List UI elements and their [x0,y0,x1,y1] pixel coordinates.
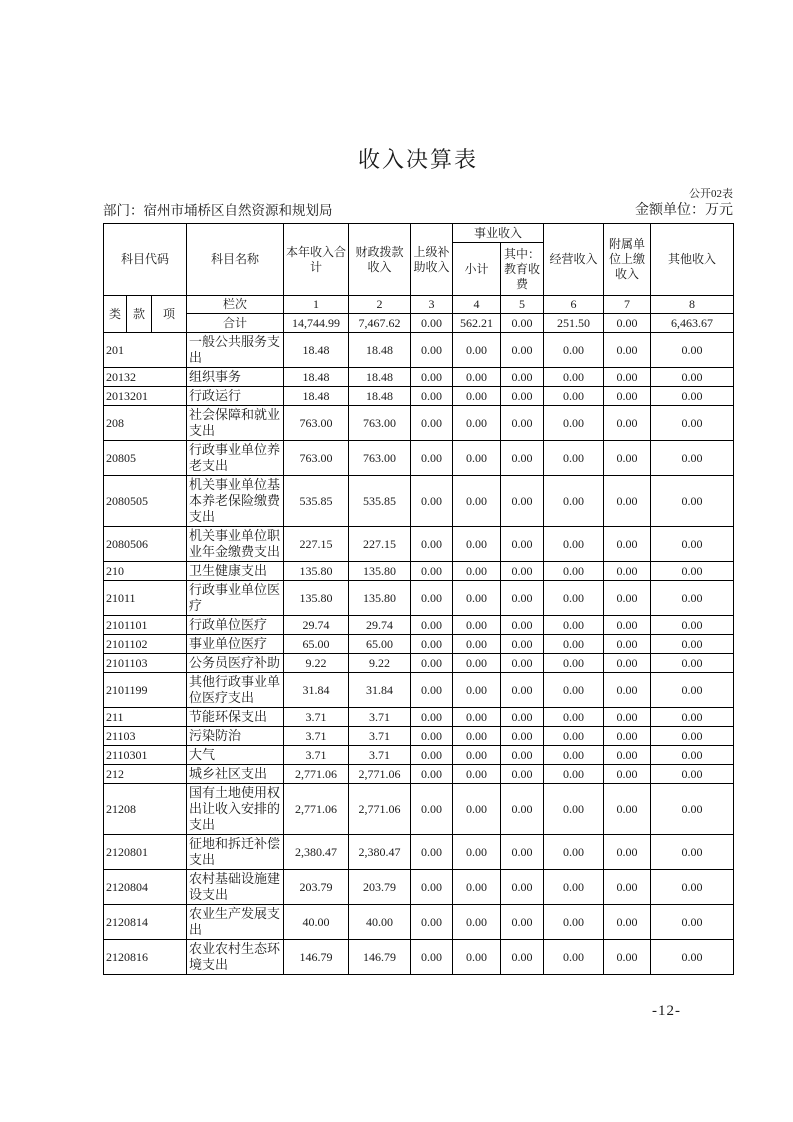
value-cell: 0.00 [453,727,501,746]
subject-name-cell: 其他行政事业单位医疗支出 [187,673,284,708]
value-cell: 18.48 [349,333,411,368]
value-cell: 0.00 [411,441,453,476]
value-cell: 135.80 [349,562,411,581]
value-cell: 3.71 [284,727,349,746]
value-cell: 18.48 [349,387,411,406]
table-row [104,765,734,784]
table-row [104,527,734,562]
value-cell: 203.79 [284,870,349,905]
value-cell: 0.00 [501,387,544,406]
value-cell: 0.00 [501,870,544,905]
total-value: 562.21 [453,314,501,333]
table-row [104,654,734,673]
column-number: 4 [453,296,501,314]
subject-code-cell: 2120816 [104,940,187,975]
value-cell: 0.00 [453,368,501,387]
value-cell: 9.22 [349,654,411,673]
subject-name-cell: 农业农村生态环境支出 [187,940,284,975]
value-cell: 763.00 [284,406,349,441]
subject-name-cell: 事业单位医疗 [187,635,284,654]
header-kuan: 款 [127,296,152,333]
value-cell: 0.00 [501,476,544,527]
value-cell: 0.00 [501,527,544,562]
value-cell: 0.00 [411,476,453,527]
subject-name-cell: 城乡社区支出 [187,765,284,784]
value-cell: 9.22 [284,654,349,673]
value-cell: 0.00 [544,333,604,368]
value-cell: 0.00 [651,616,734,635]
value-cell: 0.00 [544,708,604,727]
subject-name-cell: 一般公共服务支出 [187,333,284,368]
value-cell: 0.00 [501,616,544,635]
table-row [104,784,734,835]
subject-name-cell: 大气 [187,746,284,765]
table-body [104,333,734,975]
subject-code-cell: 2080506 [104,527,187,562]
value-cell: 0.00 [604,835,651,870]
subject-code-cell: 21103 [104,727,187,746]
value-cell: 0.00 [411,654,453,673]
value-cell: 0.00 [411,708,453,727]
value-cell: 0.00 [501,635,544,654]
header-col-other: 其他收入 [651,224,734,296]
value-cell: 203.79 [349,870,411,905]
subject-code-cell: 2120801 [104,835,187,870]
subject-code-cell: 2101103 [104,654,187,673]
value-cell: 0.00 [604,562,651,581]
value-cell: 0.00 [453,387,501,406]
subject-code-cell: 201 [104,333,187,368]
unit-line [635,202,733,219]
value-cell: 40.00 [349,905,411,940]
value-cell: 0.00 [651,333,734,368]
value-cell: 0.00 [453,940,501,975]
value-cell: 0.00 [544,784,604,835]
subject-code-cell: 2110301 [104,746,187,765]
subject-name-cell: 卫生健康支出 [187,562,284,581]
value-cell: 0.00 [651,727,734,746]
value-cell: 0.00 [544,835,604,870]
subject-code-cell: 210 [104,562,187,581]
value-cell: 0.00 [501,727,544,746]
subject-code-cell: 2101199 [104,673,187,708]
table-row [104,562,734,581]
value-cell: 0.00 [501,581,544,616]
value-cell: 40.00 [284,905,349,940]
value-cell: 0.00 [604,765,651,784]
subject-name-cell: 组织事务 [187,368,284,387]
subject-name-cell: 节能环保支出 [187,708,284,727]
value-cell: 0.00 [501,708,544,727]
value-cell: 0.00 [651,673,734,708]
table-row [104,727,734,746]
value-cell: 0.00 [501,368,544,387]
value-cell: 0.00 [453,441,501,476]
value-cell: 0.00 [604,581,651,616]
value-cell: 0.00 [604,368,651,387]
value-cell: 0.00 [604,727,651,746]
subject-code-cell: 2013201 [104,387,187,406]
table-row [104,673,734,708]
header-subject-name: 科目名称 [187,224,284,296]
value-cell: 0.00 [411,940,453,975]
value-cell: 0.00 [411,746,453,765]
table-row [104,333,734,368]
value-cell: 0.00 [604,476,651,527]
value-cell: 227.15 [284,527,349,562]
value-cell: 0.00 [411,562,453,581]
table-row [104,368,734,387]
value-cell: 0.00 [651,368,734,387]
value-cell: 0.00 [453,654,501,673]
value-cell: 0.00 [453,581,501,616]
value-cell: 0.00 [604,940,651,975]
value-cell: 0.00 [453,673,501,708]
value-cell: 535.85 [284,476,349,527]
header-group-business-income: 事业收入 [453,224,544,243]
subject-name-cell: 征地和拆迁补偿支出 [187,835,284,870]
value-cell: 0.00 [411,387,453,406]
value-cell: 0.00 [501,746,544,765]
value-cell: 0.00 [411,333,453,368]
value-cell: 0.00 [453,476,501,527]
value-cell: 0.00 [604,333,651,368]
value-cell: 0.00 [501,654,544,673]
value-cell: 0.00 [411,527,453,562]
header-subject-code: 科目代码 [104,224,187,296]
value-cell: 2,771.06 [349,784,411,835]
value-cell: 0.00 [604,654,651,673]
subject-code-cell: 212 [104,765,187,784]
document-page [103,0,733,1020]
value-cell: 0.00 [453,746,501,765]
header-col-affiliated: 附属单位上缴收入 [604,224,651,296]
value-cell: 0.00 [651,562,734,581]
value-cell: 31.84 [284,673,349,708]
value-cell: 0.00 [453,333,501,368]
value-cell: 227.15 [349,527,411,562]
table-row [104,870,734,905]
value-cell: 0.00 [604,441,651,476]
subject-name-cell: 机关事业单位职业年金缴费支出 [187,527,284,562]
value-cell: 0.00 [651,527,734,562]
value-cell: 146.79 [284,940,349,975]
value-cell: 135.80 [349,581,411,616]
value-cell: 0.00 [501,673,544,708]
page-title: 收入决算表 [357,147,478,172]
table-row [104,940,734,975]
subject-code-cell: 211 [104,708,187,727]
header-col-operating: 经营收入 [544,224,604,296]
subject-name-cell: 行政运行 [187,387,284,406]
subject-name-cell: 国有土地使用权出让收入安排的支出 [187,784,284,835]
value-cell: 0.00 [411,765,453,784]
value-cell: 65.00 [349,635,411,654]
value-cell: 18.48 [284,387,349,406]
value-cell: 0.00 [453,562,501,581]
value-cell: 0.00 [651,835,734,870]
subject-name-cell: 行政事业单位养老支出 [187,441,284,476]
value-cell: 0.00 [453,708,501,727]
header-lanci: 栏次 [187,296,284,314]
value-cell: 0.00 [544,616,604,635]
value-cell: 2,771.06 [284,765,349,784]
value-cell: 0.00 [453,406,501,441]
total-value: 6,463.67 [651,314,734,333]
table-row [104,406,734,441]
value-cell: 0.00 [604,905,651,940]
value-cell: 18.48 [284,333,349,368]
value-cell: 29.74 [284,616,349,635]
value-cell: 3.71 [349,727,411,746]
value-cell: 0.00 [501,765,544,784]
value-cell: 0.00 [651,441,734,476]
column-number: 1 [284,296,349,314]
column-number: 3 [411,296,453,314]
value-cell: 0.00 [453,616,501,635]
value-cell: 0.00 [411,406,453,441]
value-cell: 0.00 [411,905,453,940]
value-cell: 0.00 [544,368,604,387]
value-cell: 0.00 [544,654,604,673]
value-cell: 0.00 [651,784,734,835]
value-cell: 0.00 [501,562,544,581]
value-cell: 0.00 [501,835,544,870]
value-cell: 0.00 [453,527,501,562]
value-cell: 0.00 [651,581,734,616]
value-cell: 0.00 [411,784,453,835]
value-cell: 0.00 [544,527,604,562]
value-cell: 3.71 [349,746,411,765]
total-value: 14,744.99 [284,314,349,333]
value-cell: 0.00 [453,784,501,835]
value-cell: 2,771.06 [349,765,411,784]
value-cell: 763.00 [349,441,411,476]
table-row [104,476,734,527]
header-col-subtotal: 小计 [453,243,501,296]
total-value: 7,467.62 [349,314,411,333]
value-cell: 0.00 [604,708,651,727]
subject-code-cell: 2101102 [104,635,187,654]
subject-name-cell: 社会保障和就业支出 [187,406,284,441]
value-cell: 3.71 [349,708,411,727]
department-name: 宿州市埇桥区自然资源和规划局 [143,203,333,218]
subject-name-cell: 污染防治 [187,727,284,746]
subject-code-cell: 2101101 [104,616,187,635]
value-cell: 0.00 [604,784,651,835]
value-cell: 0.00 [651,746,734,765]
unit-label: 金额单位： [635,203,705,218]
table-row [104,387,734,406]
subject-name-cell: 农村基础设施建设支出 [187,870,284,905]
value-cell: 0.00 [501,441,544,476]
subject-name-cell: 机关事业单位基本养老保险缴费支出 [187,476,284,527]
header-xiang: 项 [152,296,187,333]
subject-code-cell: 2120814 [104,905,187,940]
table-row [104,635,734,654]
value-cell: 0.00 [544,765,604,784]
department-line [103,202,333,219]
table-row [104,616,734,635]
value-cell: 18.48 [284,368,349,387]
value-cell: 2,380.47 [284,835,349,870]
value-cell: 0.00 [411,368,453,387]
value-cell: 0.00 [411,835,453,870]
value-cell: 0.00 [651,940,734,975]
value-cell: 0.00 [604,746,651,765]
value-cell: 0.00 [501,784,544,835]
value-cell: 0.00 [544,870,604,905]
header-col-superior: 上级补助收入 [411,224,453,296]
column-number: 6 [544,296,604,314]
table-row [104,746,734,765]
value-cell: 0.00 [651,765,734,784]
total-value: 251.50 [544,314,604,333]
column-index-row [104,296,734,314]
value-cell: 0.00 [544,746,604,765]
column-number: 5 [501,296,544,314]
value-cell: 0.00 [501,940,544,975]
value-cell: 763.00 [284,441,349,476]
value-cell: 0.00 [604,387,651,406]
value-cell: 0.00 [604,527,651,562]
value-cell: 29.74 [349,616,411,635]
value-cell: 0.00 [651,387,734,406]
value-cell: 0.00 [604,635,651,654]
value-cell: 0.00 [411,870,453,905]
value-cell: 0.00 [604,870,651,905]
value-cell: 763.00 [349,406,411,441]
value-cell: 0.00 [651,635,734,654]
value-cell: 0.00 [411,727,453,746]
subject-code-cell: 21208 [104,784,187,835]
value-cell: 0.00 [544,406,604,441]
table-row [104,835,734,870]
meta-row [103,202,733,219]
value-cell: 0.00 [544,635,604,654]
table-row [104,905,734,940]
value-cell: 135.80 [284,562,349,581]
value-cell: 0.00 [453,905,501,940]
value-cell: 0.00 [544,673,604,708]
value-cell: 0.00 [453,870,501,905]
value-cell: 0.00 [501,905,544,940]
column-number: 8 [651,296,734,314]
value-cell: 0.00 [604,673,651,708]
value-cell: 0.00 [501,406,544,441]
value-cell: 0.00 [453,765,501,784]
value-cell: 0.00 [651,870,734,905]
value-cell: 0.00 [651,406,734,441]
value-cell: 0.00 [501,333,544,368]
value-cell: 31.84 [349,673,411,708]
value-cell: 135.80 [284,581,349,616]
subject-name-cell: 农业生产发展支出 [187,905,284,940]
subject-code-cell: 2080505 [104,476,187,527]
header-col-total: 本年收入合计 [284,224,349,296]
value-cell: 18.48 [349,368,411,387]
value-cell: 0.00 [544,940,604,975]
value-cell: 0.00 [544,562,604,581]
value-cell: 0.00 [411,673,453,708]
header-col-education-fee: 其中：教育收费 [501,243,544,296]
total-value: 0.00 [501,314,544,333]
table-row [104,441,734,476]
value-cell: 0.00 [651,708,734,727]
value-cell: 3.71 [284,708,349,727]
value-cell: 0.00 [544,727,604,746]
subject-name-cell: 公务员医疗补助 [187,654,284,673]
value-cell: 0.00 [544,581,604,616]
revenue-table [103,223,734,975]
value-cell: 146.79 [349,940,411,975]
subject-code-cell: 208 [104,406,187,441]
value-cell: 0.00 [544,476,604,527]
value-cell: 0.00 [453,635,501,654]
value-cell: 0.00 [544,387,604,406]
value-cell: 0.00 [411,616,453,635]
value-cell: 0.00 [651,476,734,527]
total-label: 合计 [187,314,284,333]
page-number: -12- [652,1003,681,1019]
table-code-label: 公开02表 [689,188,733,200]
total-row [104,314,734,333]
value-cell: 0.00 [604,406,651,441]
column-number: 2 [349,296,411,314]
value-cell: 0.00 [411,635,453,654]
value-cell: 0.00 [651,905,734,940]
value-cell: 0.00 [544,905,604,940]
subject-code-cell: 2120804 [104,870,187,905]
total-value: 0.00 [411,314,453,333]
subject-code-cell: 20805 [104,441,187,476]
subject-code-cell: 20132 [104,368,187,387]
table-row [104,708,734,727]
value-cell: 2,771.06 [284,784,349,835]
subject-name-cell: 行政事业单位医疗 [187,581,284,616]
subject-name-cell: 行政单位医疗 [187,616,284,635]
column-number: 7 [604,296,651,314]
header-lei: 类 [104,296,127,333]
department-label: 部门： [103,203,144,218]
value-cell: 3.71 [284,746,349,765]
unit-value: 万元 [705,203,733,218]
value-cell: 2,380.47 [349,835,411,870]
header-col-fiscal: 财政拨款收入 [349,224,411,296]
value-cell: 0.00 [411,581,453,616]
value-cell: 0.00 [651,654,734,673]
value-cell: 535.85 [349,476,411,527]
value-cell: 0.00 [544,441,604,476]
subject-code-cell: 21011 [104,581,187,616]
value-cell: 0.00 [604,616,651,635]
total-value: 0.00 [604,314,651,333]
value-cell: 65.00 [284,635,349,654]
header-row-group [104,224,734,243]
table-row [104,581,734,616]
value-cell: 0.00 [453,835,501,870]
